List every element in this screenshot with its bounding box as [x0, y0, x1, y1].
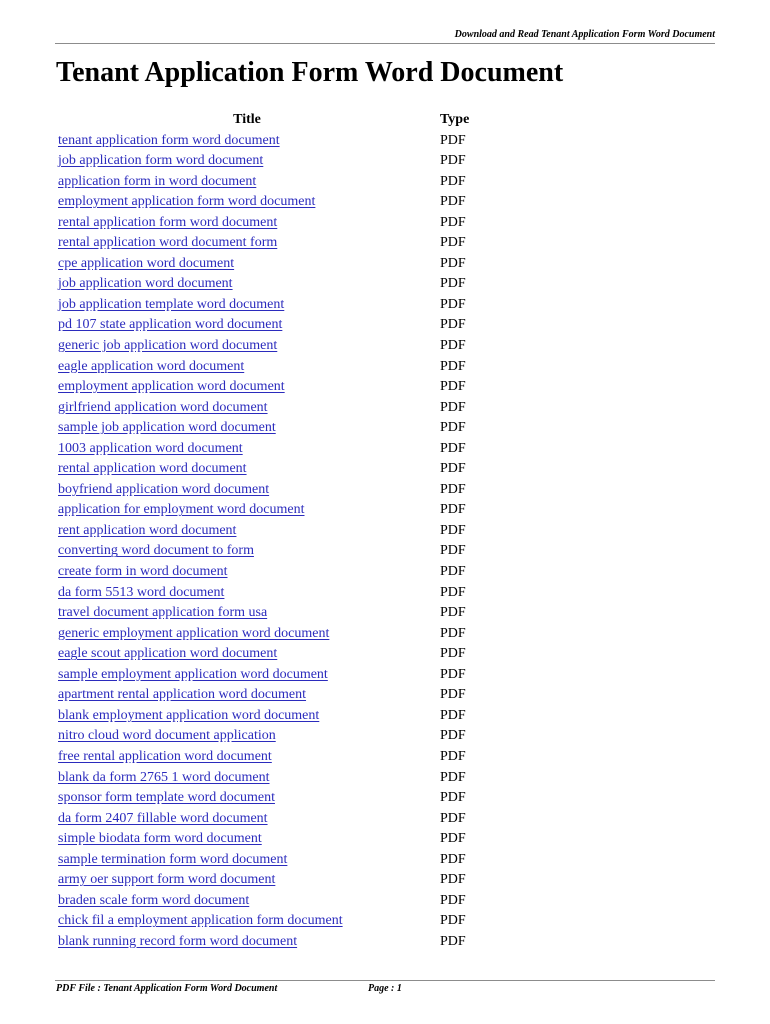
document-link[interactable]: cpe application word document	[58, 255, 235, 271]
title-cell	[58, 644, 440, 665]
document-link[interactable]: travel document application form usa	[58, 605, 268, 621]
column-header-type: Type	[440, 112, 470, 127]
table-row	[58, 850, 500, 871]
document-listing-table	[58, 110, 500, 952]
title-cell	[58, 254, 440, 275]
file-type-label: PDF	[440, 892, 466, 908]
file-type-label: PDF	[440, 317, 466, 333]
title-cell	[58, 274, 440, 295]
document-link[interactable]: sample termination form word document	[58, 851, 288, 867]
file-type-label: PDF	[440, 913, 466, 929]
document-link[interactable]: eagle scout application word document	[58, 646, 278, 662]
file-type-label: PDF	[440, 543, 466, 559]
document-link[interactable]: da form 5513 word document	[58, 584, 225, 600]
title-cell	[58, 357, 440, 378]
table-row	[58, 624, 500, 645]
footer-file-label: PDF File : Tenant Application Form Word Document	[56, 983, 278, 994]
table-row	[58, 151, 500, 172]
document-link[interactable]: 1003 application word document	[58, 440, 243, 456]
table-row	[58, 459, 500, 480]
document-link[interactable]: blank running record form word document	[58, 933, 298, 949]
file-type-label: PDF	[440, 173, 466, 189]
file-type-label: PDF	[440, 769, 466, 785]
file-type-label: PDF	[440, 276, 466, 292]
document-link[interactable]: girlfriend application word document	[58, 399, 268, 415]
table-row	[58, 131, 500, 152]
document-link[interactable]: application for employment word document	[58, 502, 305, 518]
file-type-label: PDF	[440, 584, 466, 600]
table-row	[58, 932, 500, 953]
title-cell	[58, 665, 440, 686]
title-cell	[58, 541, 440, 562]
file-type-label: PDF	[440, 296, 466, 312]
title-cell	[58, 172, 440, 193]
table-body	[58, 131, 500, 953]
table-row	[58, 726, 500, 747]
table-row	[58, 192, 500, 213]
title-cell	[58, 829, 440, 850]
document-link[interactable]: sponsor form template word document	[58, 790, 275, 806]
file-type-label: PDF	[440, 235, 466, 251]
file-type-label: PDF	[440, 338, 466, 354]
document-link[interactable]: apartment rental application word document	[58, 687, 307, 703]
table-row	[58, 480, 500, 501]
title-cell	[58, 583, 440, 604]
header-divider	[55, 43, 715, 44]
title-cell	[58, 213, 440, 234]
file-type-label: PDF	[440, 379, 466, 395]
table-row	[58, 911, 500, 932]
file-type-label: PDF	[440, 399, 466, 415]
title-cell	[58, 911, 440, 932]
table-header-row	[58, 110, 500, 131]
title-cell	[58, 870, 440, 891]
document-link[interactable]: braden scale form word document	[58, 892, 250, 908]
document-link[interactable]: application form in word document	[58, 173, 257, 189]
file-type-label: PDF	[440, 851, 466, 867]
document-link[interactable]: blank employment application word document	[58, 707, 320, 723]
title-cell	[58, 192, 440, 213]
file-type-label: PDF	[440, 502, 466, 518]
file-type-label: PDF	[440, 707, 466, 723]
table-row	[58, 254, 500, 275]
table-row	[58, 336, 500, 357]
file-type-label: PDF	[440, 790, 466, 806]
document-link[interactable]: job application template word document	[58, 296, 285, 312]
footer-divider	[55, 980, 715, 981]
document-link[interactable]: sample employment application word document	[58, 666, 328, 682]
document-link[interactable]: sample job application word document	[58, 420, 276, 436]
title-cell	[58, 151, 440, 172]
file-type-label: PDF	[440, 810, 466, 826]
document-link[interactable]: rental application word document form	[58, 235, 278, 251]
title-cell	[58, 706, 440, 727]
column-header-title: Title	[233, 112, 261, 127]
document-link[interactable]: employment application word document	[58, 379, 285, 395]
table-row	[58, 562, 500, 583]
table-row	[58, 603, 500, 624]
table-row	[58, 439, 500, 460]
document-link[interactable]: eagle application word document	[58, 358, 245, 374]
title-cell	[58, 726, 440, 747]
title-cell	[58, 747, 440, 768]
title-cell	[58, 932, 440, 953]
table-row	[58, 870, 500, 891]
title-cell	[58, 624, 440, 645]
title-cell	[58, 788, 440, 809]
document-link[interactable]: converting word document to form	[58, 543, 254, 559]
document-link[interactable]: generic job application word document	[58, 338, 278, 354]
file-type-label: PDF	[440, 194, 466, 210]
title-cell	[58, 562, 440, 583]
document-link[interactable]: create form in word document	[58, 564, 228, 580]
file-type-label: PDF	[440, 461, 466, 477]
table-row	[58, 315, 500, 336]
file-type-label: PDF	[440, 214, 466, 230]
document-link[interactable]: blank da form 2765 1 word document	[58, 769, 270, 785]
table-row	[58, 500, 500, 521]
table-row	[58, 377, 500, 398]
title-cell	[58, 500, 440, 521]
title-cell	[58, 315, 440, 336]
table-row	[58, 644, 500, 665]
file-type-label: PDF	[440, 132, 466, 148]
title-cell	[58, 336, 440, 357]
title-cell	[58, 480, 440, 501]
file-type-label: PDF	[440, 605, 466, 621]
title-cell	[58, 439, 440, 460]
file-type-label: PDF	[440, 728, 466, 744]
document-link[interactable]: rental application form word document	[58, 214, 278, 230]
file-type-label: PDF	[440, 646, 466, 662]
table-row	[58, 747, 500, 768]
document-link[interactable]: chick fil a employment application form document	[58, 913, 343, 929]
file-type-label: PDF	[440, 564, 466, 580]
file-type-label: PDF	[440, 872, 466, 888]
title-cell	[58, 418, 440, 439]
page-title: Tenant Application Form Word Document	[56, 57, 564, 88]
table-row	[58, 788, 500, 809]
title-cell	[58, 398, 440, 419]
table-row	[58, 398, 500, 419]
footer-page-number: Page : 1	[368, 983, 402, 994]
table-row	[58, 233, 500, 254]
title-cell	[58, 521, 440, 542]
file-type-label: PDF	[440, 481, 466, 497]
table-row	[58, 706, 500, 727]
table-row	[58, 295, 500, 316]
document-link[interactable]: rent application word document	[58, 522, 237, 538]
document-link[interactable]: da form 2407 fillable word document	[58, 810, 268, 826]
document-link[interactable]: job application word document	[58, 276, 233, 292]
table-row	[58, 809, 500, 830]
title-cell	[58, 809, 440, 830]
table-row	[58, 665, 500, 686]
title-cell	[58, 295, 440, 316]
file-type-label: PDF	[440, 255, 466, 271]
table-row	[58, 891, 500, 912]
table-row	[58, 213, 500, 234]
title-cell	[58, 131, 440, 152]
table-row	[58, 521, 500, 542]
file-type-label: PDF	[440, 666, 466, 682]
document-link[interactable]: rental application word document	[58, 461, 247, 477]
table-row	[58, 829, 500, 850]
title-cell	[58, 891, 440, 912]
table-row	[58, 418, 500, 439]
title-cell	[58, 377, 440, 398]
file-type-label: PDF	[440, 440, 466, 456]
document-link[interactable]: army oer support form word document	[58, 872, 276, 888]
table-row	[58, 768, 500, 789]
file-type-label: PDF	[440, 420, 466, 436]
file-type-label: PDF	[440, 687, 466, 703]
file-type-label: PDF	[440, 831, 466, 847]
document-link[interactable]: job application form word document	[58, 153, 264, 169]
title-cell	[58, 768, 440, 789]
document-link[interactable]: nitro cloud word document application	[58, 728, 276, 744]
document-link[interactable]: pd 107 state application word document	[58, 317, 283, 333]
table-row	[58, 172, 500, 193]
file-type-label: PDF	[440, 153, 466, 169]
table-row	[58, 357, 500, 378]
title-cell	[58, 850, 440, 871]
file-type-label: PDF	[440, 522, 466, 538]
title-cell	[58, 233, 440, 254]
document-link[interactable]: boyfriend application word document	[58, 481, 270, 497]
file-type-label: PDF	[440, 625, 466, 641]
document-link[interactable]: simple biodata form word document	[58, 831, 262, 847]
document-link[interactable]: generic employment application word document	[58, 625, 330, 641]
running-header-title: Download and Read Tenant Application Form Word Document	[454, 29, 715, 40]
file-type-label: PDF	[440, 748, 466, 764]
title-cell	[58, 685, 440, 706]
table-row	[58, 541, 500, 562]
document-link[interactable]: free rental application word document	[58, 748, 272, 764]
table-row	[58, 583, 500, 604]
table-row	[58, 685, 500, 706]
document-link[interactable]: tenant application form word document	[58, 132, 280, 148]
table-row	[58, 274, 500, 295]
file-type-label: PDF	[440, 358, 466, 374]
title-cell	[58, 459, 440, 480]
document-link[interactable]: employment application form word document	[58, 194, 316, 210]
file-type-label: PDF	[440, 933, 466, 949]
title-cell	[58, 603, 440, 624]
